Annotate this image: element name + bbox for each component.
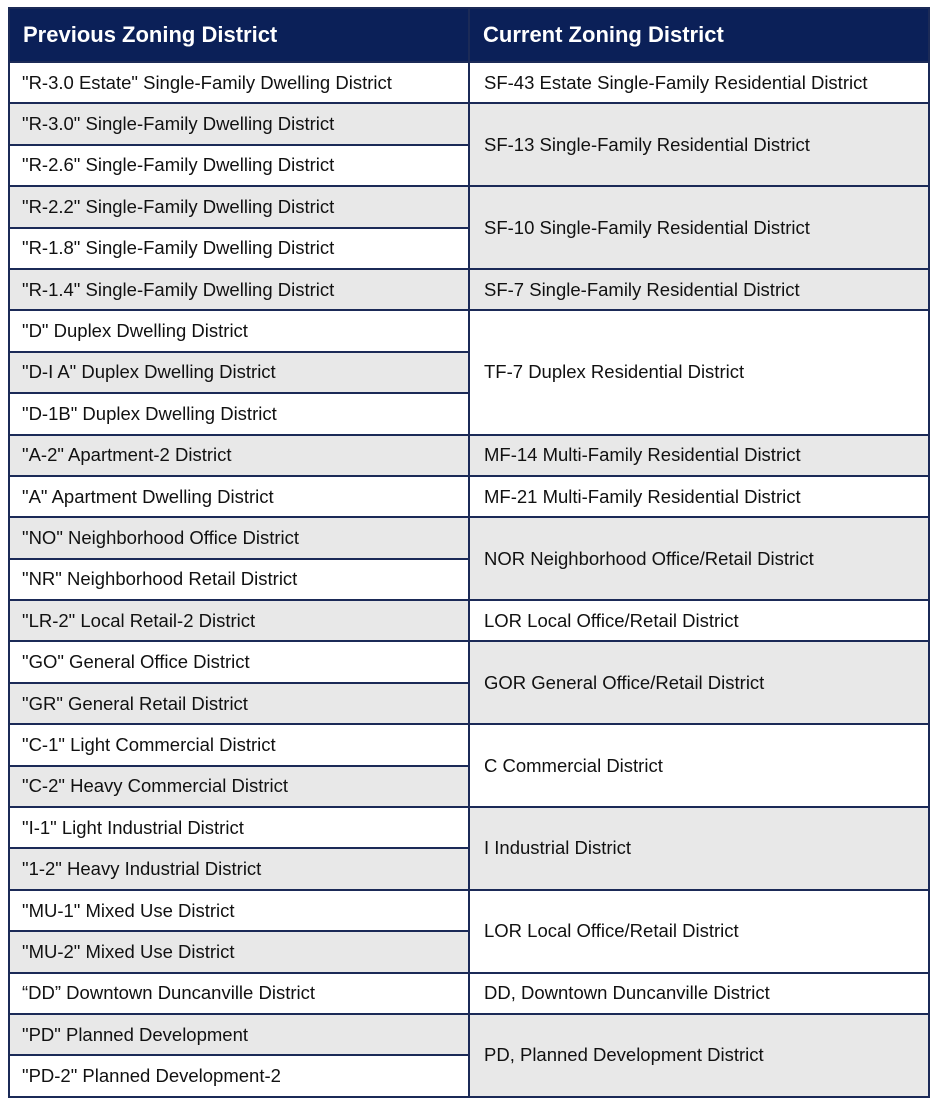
previous-district-cell: "R-2.6" Single-Family Dwelling District (9, 145, 469, 186)
table-row (9, 641, 929, 682)
previous-district-cell: "MU-2" Mixed Use District (9, 931, 469, 972)
table-row (9, 186, 929, 227)
previous-district-cell: "PD" Planned Development (9, 1014, 469, 1055)
current-district-cell: GOR General Office/Retail District (469, 641, 929, 724)
current-district-cell: MF-14 Multi-Family Residential District (469, 435, 929, 476)
previous-district-cell: "D" Duplex Dwelling District (9, 310, 469, 351)
table-row (9, 103, 929, 144)
table-row (9, 807, 929, 848)
current-district-cell: C Commercial District (469, 724, 929, 807)
current-district-cell: DD, Downtown Duncanville District (469, 973, 929, 1014)
current-district-cell: NOR Neighborhood Office/Retail District (469, 517, 929, 600)
previous-district-cell: "I-1" Light Industrial District (9, 807, 469, 848)
table-row (9, 973, 929, 1014)
table-row (9, 476, 929, 517)
previous-district-cell: "NO" Neighborhood Office District (9, 517, 469, 558)
previous-district-cell: "R-3.0 Estate" Single-Family Dwelling District (9, 62, 469, 103)
table-row (9, 62, 929, 103)
previous-district-header: Previous Zoning District (9, 8, 469, 62)
previous-district-cell: “DD” Downtown Duncanville District (9, 973, 469, 1014)
table-row (9, 435, 929, 476)
table-row (9, 269, 929, 310)
table-row (9, 890, 929, 931)
previous-district-cell: "D-I A" Duplex Dwelling District (9, 352, 469, 393)
previous-district-cell: "C-2" Heavy Commercial District (9, 766, 469, 807)
table-row (9, 310, 929, 351)
current-district-cell: TF-7 Duplex Residential District (469, 310, 929, 434)
current-district-cell: MF-21 Multi-Family Residential District (469, 476, 929, 517)
previous-district-cell: "R-3.0" Single-Family Dwelling District (9, 103, 469, 144)
table-row (9, 600, 929, 641)
previous-district-cell: "A-2" Apartment-2 District (9, 435, 469, 476)
previous-district-cell: "A" Apartment Dwelling District (9, 476, 469, 517)
table-row (9, 517, 929, 558)
current-district-cell: SF-13 Single-Family Residential District (469, 103, 929, 186)
table-row (9, 724, 929, 765)
previous-district-cell: "R-1.8" Single-Family Dwelling District (9, 228, 469, 269)
previous-district-cell: "NR" Neighborhood Retail District (9, 559, 469, 600)
current-district-cell: PD, Planned Development District (469, 1014, 929, 1097)
current-district-header: Current Zoning District (469, 8, 929, 62)
zoning-conversion-table (8, 7, 930, 1098)
previous-district-cell: "PD-2" Planned Development-2 (9, 1055, 469, 1097)
current-district-cell: SF-10 Single-Family Residential District (469, 186, 929, 269)
previous-district-cell: "1-2" Heavy Industrial District (9, 848, 469, 889)
previous-district-cell: "GO" General Office District (9, 641, 469, 682)
previous-district-cell: "C-1" Light Commercial District (9, 724, 469, 765)
previous-district-cell: "R-2.2" Single-Family Dwelling District (9, 186, 469, 227)
previous-district-cell: "MU-1" Mixed Use District (9, 890, 469, 931)
current-district-cell: LOR Local Office/Retail District (469, 600, 929, 641)
current-district-cell: I Industrial District (469, 807, 929, 890)
current-district-cell: LOR Local Office/Retail District (469, 890, 929, 973)
previous-district-cell: "LR-2" Local Retail-2 District (9, 600, 469, 641)
previous-district-cell: "GR" General Retail District (9, 683, 469, 724)
table-row (9, 1014, 929, 1055)
current-district-cell: SF-7 Single-Family Residential District (469, 269, 929, 310)
header-row (9, 8, 929, 62)
previous-district-cell: "D-1B" Duplex Dwelling District (9, 393, 469, 434)
current-district-cell: SF-43 Estate Single-Family Residential District (469, 62, 929, 103)
previous-district-cell: "R-1.4" Single-Family Dwelling District (9, 269, 469, 310)
